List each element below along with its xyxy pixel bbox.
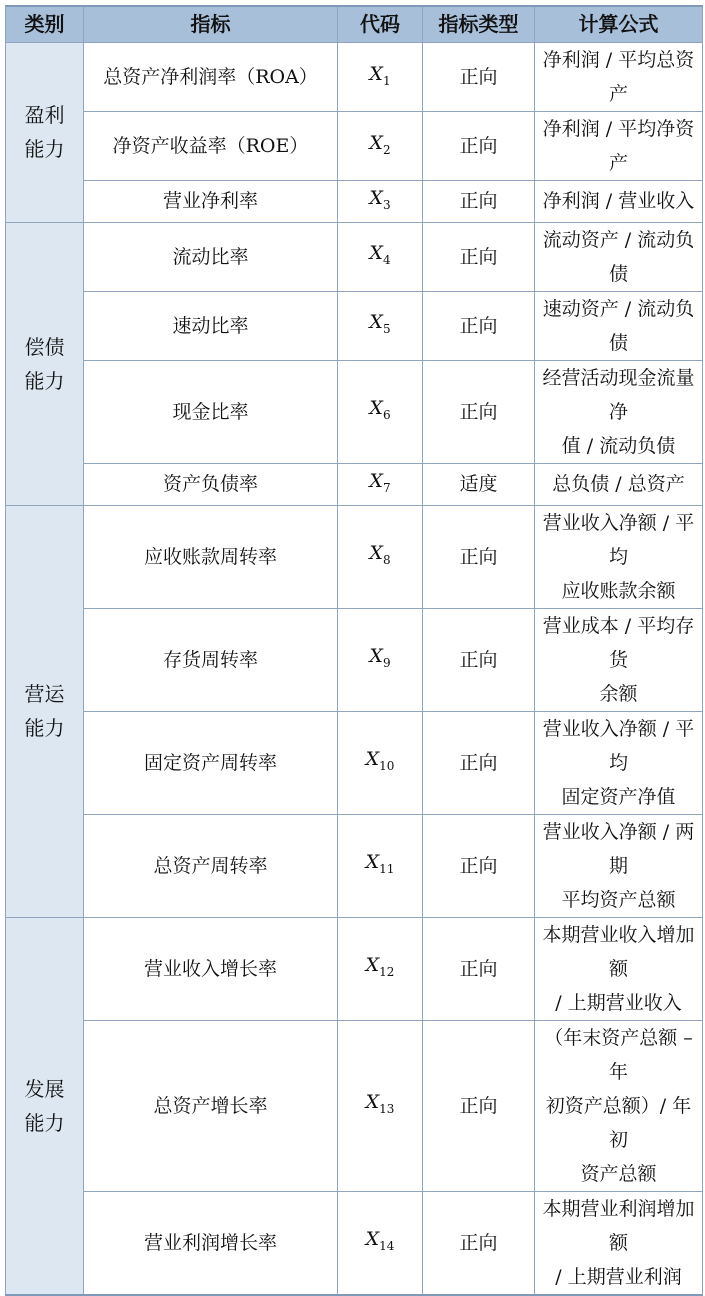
- formula-line: 经营活动现金流量净: [542, 366, 695, 423]
- code-cell: [338, 1191, 423, 1295]
- code-variable: X: [365, 748, 380, 771]
- indicator-cell: 资产负债率: [84, 463, 338, 505]
- table-row: [6, 1020, 703, 1191]
- code-subscript: 7: [382, 480, 391, 495]
- code-subscript: 13: [379, 1101, 395, 1116]
- formula-cell: 速动资产 / 流动负债: [535, 291, 703, 360]
- formula-line: 平均资产总额: [561, 888, 676, 911]
- indicator-table: [5, 5, 703, 1296]
- code-cell: [338, 43, 423, 112]
- indicator-cell: 总资产周转率: [84, 814, 338, 917]
- category-cell: [6, 43, 84, 223]
- indicator-cell: 固定资产周转率: [84, 711, 338, 814]
- code-subscript: 2: [382, 142, 391, 157]
- code-cell: [338, 1020, 423, 1191]
- formula-line: 本期营业利润增加额: [542, 1197, 695, 1254]
- formula-cell: 流动资产 / 流动负债: [535, 222, 703, 291]
- code-variable: X: [369, 397, 383, 420]
- formula-line: 营业收入净额 / 平均: [542, 717, 695, 774]
- formula-cell: 净利润 / 平均总资产: [535, 43, 703, 112]
- category-label: 发展能力: [24, 1076, 65, 1135]
- code-cell: [338, 608, 423, 711]
- code-cell: [338, 917, 423, 1020]
- type-cell: 正向: [423, 505, 535, 608]
- type-cell: 正向: [423, 43, 535, 112]
- code-cell: [338, 814, 423, 917]
- type-cell: 适度: [423, 463, 535, 505]
- table-row: [6, 291, 703, 360]
- formula-cell: [535, 1020, 703, 1191]
- code-variable: X: [365, 851, 380, 874]
- formula-cell: [535, 814, 703, 917]
- indicator-cell: 营业利润增长率: [84, 1191, 338, 1295]
- code-subscript: 11: [379, 861, 395, 876]
- table-row: [6, 814, 703, 917]
- code-variable: X: [369, 542, 383, 565]
- category-cell: [6, 917, 84, 1295]
- formula-line: 资产总额: [580, 1162, 657, 1185]
- type-cell: 正向: [423, 711, 535, 814]
- formula-line: （年末资产总额 – 年: [544, 1026, 693, 1083]
- indicator-cell: 存货周转率: [84, 608, 338, 711]
- category-cell: [6, 505, 84, 917]
- formula-line: 应收账款余额: [561, 579, 676, 602]
- header-category: 类别: [6, 6, 84, 43]
- code-cell: [338, 181, 423, 223]
- formula-line: 营业收入净额 / 平均: [542, 511, 695, 568]
- formula-line: 营业成本 / 平均存货: [542, 614, 695, 671]
- formula-cell: 净利润 / 平均净资产: [535, 112, 703, 181]
- type-cell: 正向: [423, 291, 535, 360]
- code-subscript: 10: [379, 758, 395, 773]
- category-label: 偿债能力: [24, 334, 65, 393]
- code-variable: X: [369, 62, 383, 85]
- code-subscript: 12: [379, 964, 395, 979]
- header-code: 代码: [338, 6, 423, 43]
- code-variable: X: [369, 311, 383, 334]
- code-subscript: 1: [382, 73, 391, 88]
- code-variable: X: [365, 1228, 380, 1251]
- type-cell: 正向: [423, 360, 535, 463]
- formula-line: 余额: [599, 682, 638, 705]
- formula-cell: [535, 360, 703, 463]
- indicator-cell: 净资产收益率（ROE）: [84, 112, 338, 181]
- code-subscript: 6: [382, 408, 391, 423]
- table-header-row: [6, 6, 703, 43]
- table-row: [6, 463, 703, 505]
- formula-cell: 总负债 / 总资产: [535, 463, 703, 505]
- category-label: 营运能力: [24, 682, 65, 741]
- formula-line: 初资产总额）/ 年初: [545, 1094, 692, 1151]
- type-cell: 正向: [423, 181, 535, 223]
- type-cell: 正向: [423, 112, 535, 181]
- category-label: 盈利能力: [24, 103, 65, 162]
- indicator-cell: 速动比率: [84, 291, 338, 360]
- code-cell: [338, 112, 423, 181]
- header-type: 指标类型: [423, 6, 535, 43]
- formula-cell: [535, 505, 703, 608]
- header-formula: 计算公式: [535, 6, 703, 43]
- table-row: [6, 112, 703, 181]
- formula-line: 营业收入净额 / 两期: [542, 820, 695, 877]
- indicator-cell: 流动比率: [84, 222, 338, 291]
- code-cell: [338, 505, 423, 608]
- formula-line: / 上期营业收入: [555, 991, 682, 1014]
- formula-line: 值 / 流动负债: [561, 434, 676, 457]
- code-cell: [338, 711, 423, 814]
- code-subscript: 9: [382, 655, 391, 670]
- indicator-cell: 总资产净利润率（ROA）: [84, 43, 338, 112]
- code-subscript: 4: [382, 253, 391, 268]
- table-row: [6, 43, 703, 112]
- formula-cell: [535, 1191, 703, 1295]
- formula-line: / 上期营业利润: [555, 1265, 682, 1288]
- formula-line: 固定资产净值: [561, 785, 676, 808]
- type-cell: 正向: [423, 917, 535, 1020]
- table-row: [6, 608, 703, 711]
- category-cell: [6, 222, 84, 505]
- table-row: [6, 1191, 703, 1295]
- table-row: [6, 711, 703, 814]
- code-variable: X: [365, 954, 380, 977]
- indicator-cell: 营业收入增长率: [84, 917, 338, 1020]
- formula-cell: [535, 917, 703, 1020]
- type-cell: 正向: [423, 1191, 535, 1295]
- code-cell: [338, 463, 423, 505]
- code-variable: X: [369, 187, 383, 209]
- code-cell: [338, 360, 423, 463]
- table-row: [6, 360, 703, 463]
- table-row: [6, 222, 703, 291]
- table-row: [6, 917, 703, 1020]
- code-variable: X: [365, 1091, 380, 1114]
- indicator-cell: 现金比率: [84, 360, 338, 463]
- formula-cell: [535, 608, 703, 711]
- formula-cell: 净利润 / 营业收入: [535, 181, 703, 223]
- type-cell: 正向: [423, 222, 535, 291]
- formula-cell: [535, 711, 703, 814]
- type-cell: 正向: [423, 608, 535, 711]
- code-variable: X: [369, 645, 383, 668]
- table-body: [6, 43, 703, 1295]
- code-subscript: 3: [382, 197, 391, 212]
- indicator-cell: 总资产增长率: [84, 1020, 338, 1191]
- code-subscript: 14: [379, 1238, 395, 1253]
- table-row: [6, 181, 703, 223]
- code-variable: X: [369, 469, 383, 492]
- code-subscript: 8: [382, 552, 391, 567]
- header-indicator: 指标: [84, 6, 338, 43]
- type-cell: 正向: [423, 1020, 535, 1191]
- code-cell: [338, 291, 423, 360]
- indicator-cell: 应收账款周转率: [84, 505, 338, 608]
- table-row: [6, 505, 703, 608]
- code-variable: X: [369, 242, 383, 265]
- code-variable: X: [369, 131, 383, 154]
- indicator-cell: 营业净利率: [84, 181, 338, 223]
- code-subscript: 5: [382, 322, 391, 337]
- formula-line: 本期营业收入增加额: [542, 923, 695, 980]
- type-cell: 正向: [423, 814, 535, 917]
- code-cell: [338, 222, 423, 291]
